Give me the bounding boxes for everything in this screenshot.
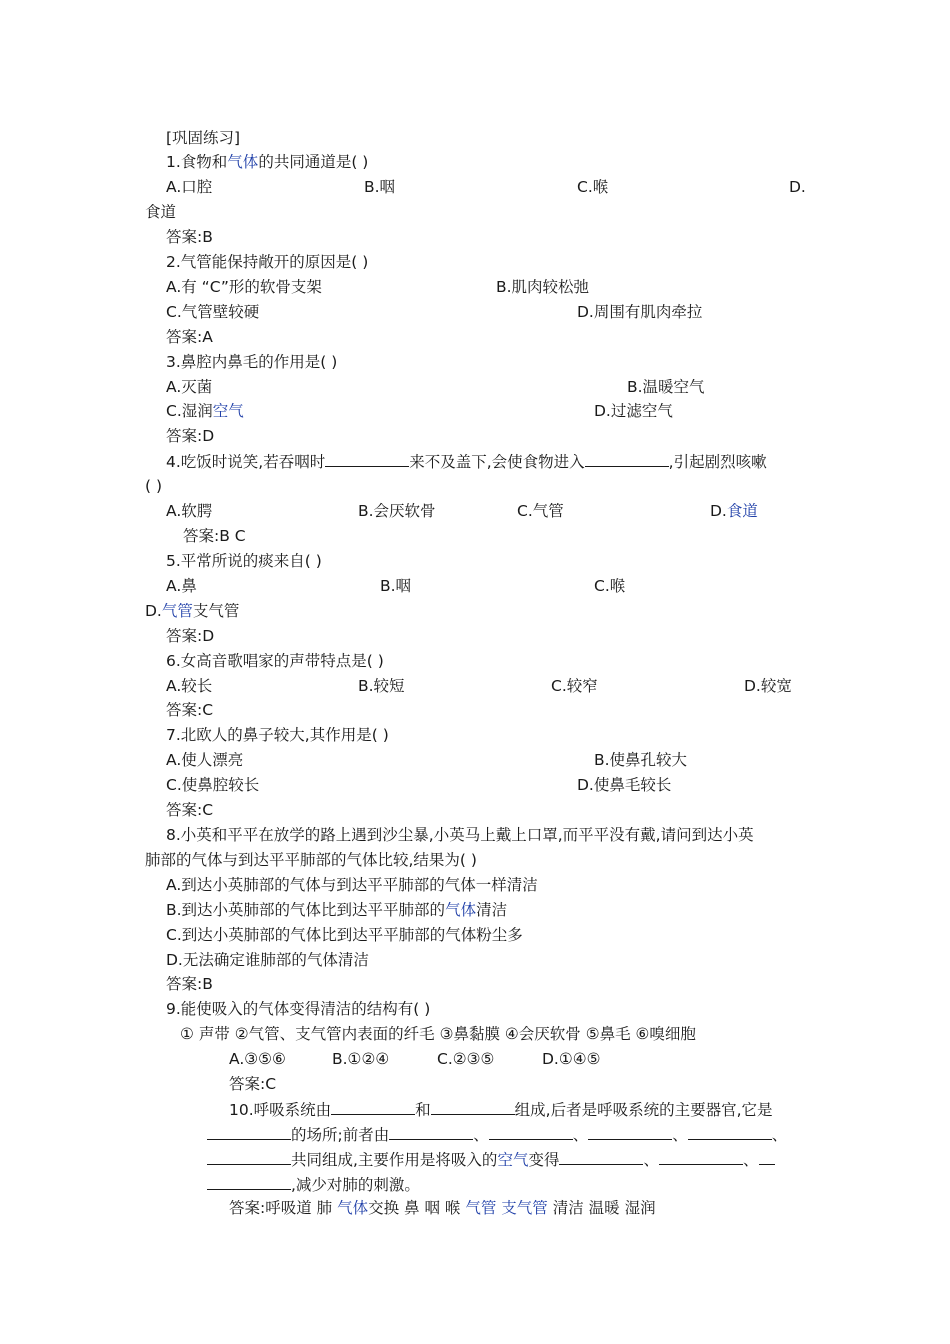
q4-stem [166, 451, 767, 472]
q2-stem: 2.气管能保持敞开的原因是( ) [166, 253, 369, 271]
q10-blank-10[interactable] [659, 1149, 743, 1165]
q8-answer: 答案:B [166, 975, 213, 993]
q2-option-d: D.周围有肌肉牵拉 [577, 303, 703, 321]
q6-option-a: A.较长 [166, 677, 213, 695]
q9-answer: 答案:C [229, 1075, 277, 1093]
q9-option-a: A.③⑤⑥ [229, 1050, 286, 1068]
q10-text-2: 和 [415, 1101, 431, 1119]
q10-text-5: 共同组成,主要作用是将吸入的 [291, 1151, 498, 1169]
q10-blank-11a[interactable] [759, 1149, 775, 1165]
q10-text-4: 的场所;前者由 [291, 1126, 390, 1144]
q10-blank-3[interactable] [207, 1124, 291, 1140]
q10-answer-pre: 答案:呼吸道 肺 [229, 1199, 338, 1217]
q3-option-b: B.温暖空气 [627, 378, 705, 396]
q5-option-d-pre: D. [145, 602, 162, 620]
q4-answer: 答案:B C [183, 527, 246, 545]
q5-option-d-highlight: 气管 [161, 602, 193, 620]
q7-stem: 7.北欧人的鼻子较大,其作用是( ) [166, 726, 389, 744]
q4-stem-part1: 4.吃饭时说笑,若吞咽时 [166, 453, 326, 471]
q10-answer-highlight-3: 支气管 [501, 1199, 548, 1217]
q10-sep-4: 、 [771, 1126, 788, 1144]
q3-option-d: D.过滤空气 [594, 402, 673, 420]
q1-stem-highlight: 气体 [227, 153, 259, 171]
q10-line3 [207, 1149, 775, 1170]
q1-option-d: D. [789, 178, 806, 196]
q7-option-c: C.使鼻腔较长 [166, 776, 260, 794]
q10-text-3: 组成,后者是呼吸系统的主要器官,它是 [514, 1101, 773, 1119]
q3-answer: 答案:D [166, 427, 215, 445]
q9-option-b: B.①②④ [332, 1050, 390, 1068]
q3-option-c [166, 401, 244, 421]
q3-option-a: A.灭菌 [166, 378, 213, 396]
q10-blank-4[interactable] [389, 1124, 473, 1140]
q4-stem-part3: ,引起剧烈咳嗽 [668, 453, 767, 471]
q8-option-b-highlight: 气体 [445, 901, 477, 919]
q4-option-d [710, 501, 758, 521]
q10-text-7: ,减少对肺的刺激。 [291, 1176, 420, 1194]
q6-option-d: D.较宽 [744, 677, 792, 695]
q1-option-b: B.咽 [364, 178, 396, 196]
q7-option-a: A.使人漂亮 [166, 751, 244, 769]
q9-option-d: D.①④⑤ [542, 1050, 601, 1068]
q4-option-a: A.软腭 [166, 502, 213, 520]
q1-stem [166, 152, 368, 172]
q7-option-b: B.使鼻孔较大 [594, 751, 688, 769]
q9-stem: 9.能使吸入的气体变得清洁的结构有( ) [166, 1000, 431, 1018]
q10-blank-9[interactable] [559, 1149, 643, 1165]
q1-option-c: C.喉 [577, 178, 609, 196]
q10-blank-5[interactable] [489, 1124, 573, 1140]
q2-option-c: C.气管壁较硬 [166, 303, 260, 321]
q10-text-1: 10.呼吸系统由 [229, 1101, 332, 1119]
q7-option-d: D.使鼻毛较长 [577, 776, 672, 794]
q10-line1 [229, 1099, 773, 1120]
q9-option-c: C.②③⑤ [437, 1050, 495, 1068]
q10-answer-post: 清洁 温暖 湿润 [547, 1199, 656, 1217]
q10-blank-8[interactable] [207, 1149, 291, 1165]
q10-answer-mid: 交换 鼻 咽 喉 [368, 1199, 466, 1217]
q3-option-c-highlight: 空气 [212, 402, 244, 420]
q8-stem-line1: 8.小英和平平在放学的路上遇到沙尘暴,小英马上戴上口罩,而平平没有戴,请问到达小英 [166, 826, 754, 844]
q10-sep-3: 、 [672, 1126, 688, 1144]
q2-option-b: B.肌肉较松弛 [496, 278, 590, 296]
q10-sep-5: 、 [643, 1151, 659, 1169]
q1-stem-pre: 1.食物和 [166, 153, 228, 171]
q10-text-6: 变得 [528, 1151, 560, 1169]
q10-sep-2: 、 [572, 1126, 589, 1144]
q3-option-c-pre: C.湿润 [166, 402, 213, 420]
q10-line2 [207, 1124, 787, 1145]
q6-answer: 答案:C [166, 701, 214, 719]
q4-blank-2[interactable] [585, 451, 669, 467]
q7-answer: 答案:C [166, 801, 214, 819]
q10-answer-highlight-2: 气管 [465, 1199, 497, 1217]
q9-items: ① 声带 ②气管、支气管内表面的纤毛 ③鼻黏膜 ④会厌软骨 ⑤鼻毛 ⑥嗅细胞 [180, 1025, 696, 1043]
q10-text-5-highlight: 空气 [497, 1151, 529, 1169]
q10-sep-1: 、 [473, 1126, 489, 1144]
q5-option-c: C.喉 [594, 577, 626, 595]
q10-sep-6: 、 [742, 1151, 759, 1169]
q4-stem-part2: 来不及盖下,会使食物进入 [409, 453, 585, 471]
q10-blank-6[interactable] [588, 1124, 672, 1140]
q4-option-d-pre: D. [710, 502, 727, 520]
q2-answer: 答案:A [166, 328, 213, 346]
q4-option-b: B.会厌软骨 [358, 502, 436, 520]
q4-option-d-highlight: 食道 [726, 502, 758, 520]
q1-option-d-cont: 食道 [145, 203, 177, 221]
q1-option-a: A.口腔 [166, 178, 213, 196]
q5-option-b: B.咽 [380, 577, 412, 595]
q6-option-b: B.较短 [358, 677, 405, 695]
q5-option-d-post: 支气管 [192, 602, 240, 620]
q1-answer: 答案:B [166, 228, 213, 246]
q6-option-c: C.较窄 [551, 677, 598, 695]
q5-option-a: A.鼻 [166, 577, 197, 595]
section-header: [巩固练习] [166, 129, 241, 147]
q10-answer [229, 1198, 656, 1218]
q8-option-b [166, 900, 507, 920]
q3-stem: 3.鼻腔内鼻毛的作用是( ) [166, 353, 338, 371]
q6-stem: 6.女高音歌唱家的声带特点是( ) [166, 652, 384, 670]
q2-option-a: A.有 “C”形的软骨支架 [166, 278, 322, 296]
q8-option-d: D.无法确定谁肺部的气体清洁 [166, 951, 369, 969]
q4-option-c: C.气管 [517, 502, 564, 520]
q8-option-a: A.到达小英肺部的气体与到达平平肺部的气体一样清洁 [166, 876, 538, 894]
q10-blank-1[interactable] [331, 1099, 415, 1115]
q10-blank-2[interactable] [431, 1099, 515, 1115]
q8-option-b-pre: B.到达小英肺部的气体比到达平平肺部的 [166, 901, 446, 919]
q10-blank-7[interactable] [688, 1124, 772, 1140]
q8-stem-line2: 肺部的气体与到达平平肺部的气体比较,结果为( ) [145, 851, 477, 869]
q10-blank-11b[interactable] [207, 1174, 291, 1190]
q5-answer: 答案:D [166, 627, 215, 645]
q4-blank-1[interactable] [325, 451, 409, 467]
q5-option-d [145, 601, 239, 621]
q8-option-b-post: 清洁 [476, 901, 508, 919]
q10-answer-highlight-1: 气体 [337, 1199, 369, 1217]
q1-stem-post: 的共同通道是( ) [258, 153, 369, 171]
q4-stem-cont: ( ) [145, 477, 163, 495]
q8-option-c: C.到达小英肺部的气体比到达平平肺部的气体粉尘多 [166, 926, 523, 944]
q5-stem: 5.平常所说的痰来自( ) [166, 552, 322, 570]
q10-line4 [207, 1174, 420, 1195]
